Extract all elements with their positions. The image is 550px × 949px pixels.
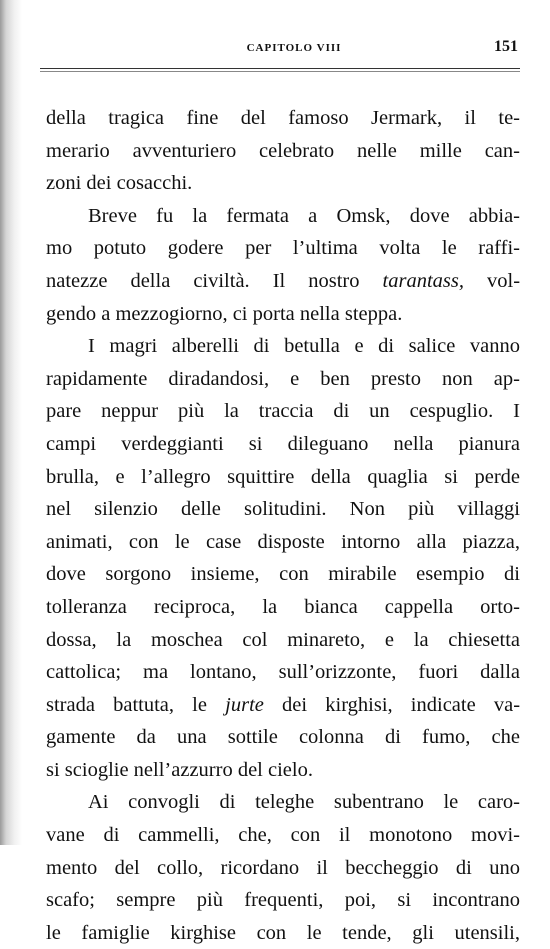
text-line: Ai convogli di teleghe subentrano le caro- — [88, 791, 520, 814]
text-segment: dei kirghisi, indicate va- — [282, 693, 520, 716]
text-line: animati, con le case disposte intorno alla piazza, — [46, 530, 520, 553]
running-title: CAPITOLO VIII — [246, 42, 342, 54]
text-line — [46, 689, 520, 722]
text-line: tolleranza reciproca, la bianca cappella orto- — [46, 595, 520, 618]
text-line: della tragica fine del famoso Jermark, il te- — [46, 107, 520, 129]
text-line: rapidamente diradandosi, e ben presto non ap- — [46, 367, 520, 390]
text-line: I magri alberelli di betulla e di salice vanno — [88, 335, 520, 358]
text-line: le famiglie kirghise con le tende, gli utensili, — [46, 921, 520, 944]
text-line: brulla, e l’allegro squittire della quaglia si perde — [46, 465, 520, 488]
text-line: pare neppur più la traccia di un cespuglio. I — [46, 400, 520, 423]
text-segment: vol- — [487, 269, 520, 292]
text-segment: natezze della civiltà. Il nostro — [46, 269, 360, 292]
italic-word: tarantass, — [382, 269, 464, 292]
text-line: vane di cammelli, che, con il monotono movi- — [46, 824, 520, 847]
text-line: si scioglie nell’azzurro del cielo. — [46, 758, 313, 781]
text-line: dove sorgono insieme, con mirabile esempio di — [46, 563, 520, 586]
page-binding-edge — [0, 0, 22, 845]
text-line: gamente da una sottile colonna di fumo, che — [46, 726, 520, 749]
text-line: Breve fu la fermata a Omsk, dove abbia- — [88, 204, 520, 227]
text-line: nel silenzio delle solitudini. Non più villaggi — [46, 498, 520, 521]
text-line: scafo; sempre più frequenti, poi, si incontrano — [46, 889, 520, 912]
text-line: mo potuto godere per l’ultima volta le raffi- — [46, 237, 520, 260]
text-line — [46, 265, 520, 298]
text-line: mento del collo, ricordano il beccheggio di uno — [46, 856, 520, 879]
italic-word: jurte — [225, 693, 264, 716]
body-text — [46, 102, 520, 949]
running-header — [40, 38, 518, 64]
text-line: campi verdeggianti si dileguano nella pianura — [46, 432, 520, 455]
text-line: zoni dei cosacchi. — [46, 172, 193, 195]
page-number: 151 — [494, 38, 518, 55]
text-segment: strada battuta, le — [46, 693, 207, 716]
text-line: cattolica; ma lontano, sull’orizzonte, fuori dalla — [46, 661, 520, 684]
header-rule — [40, 68, 520, 72]
text-line: gendo a mezzogiorno, ci porta nella steppa. — [46, 302, 403, 325]
text-line: merario avventuriero celebrato nelle mille can- — [46, 139, 520, 162]
text-line: dossa, la moschea col minareto, e la chiesetta — [46, 628, 520, 651]
